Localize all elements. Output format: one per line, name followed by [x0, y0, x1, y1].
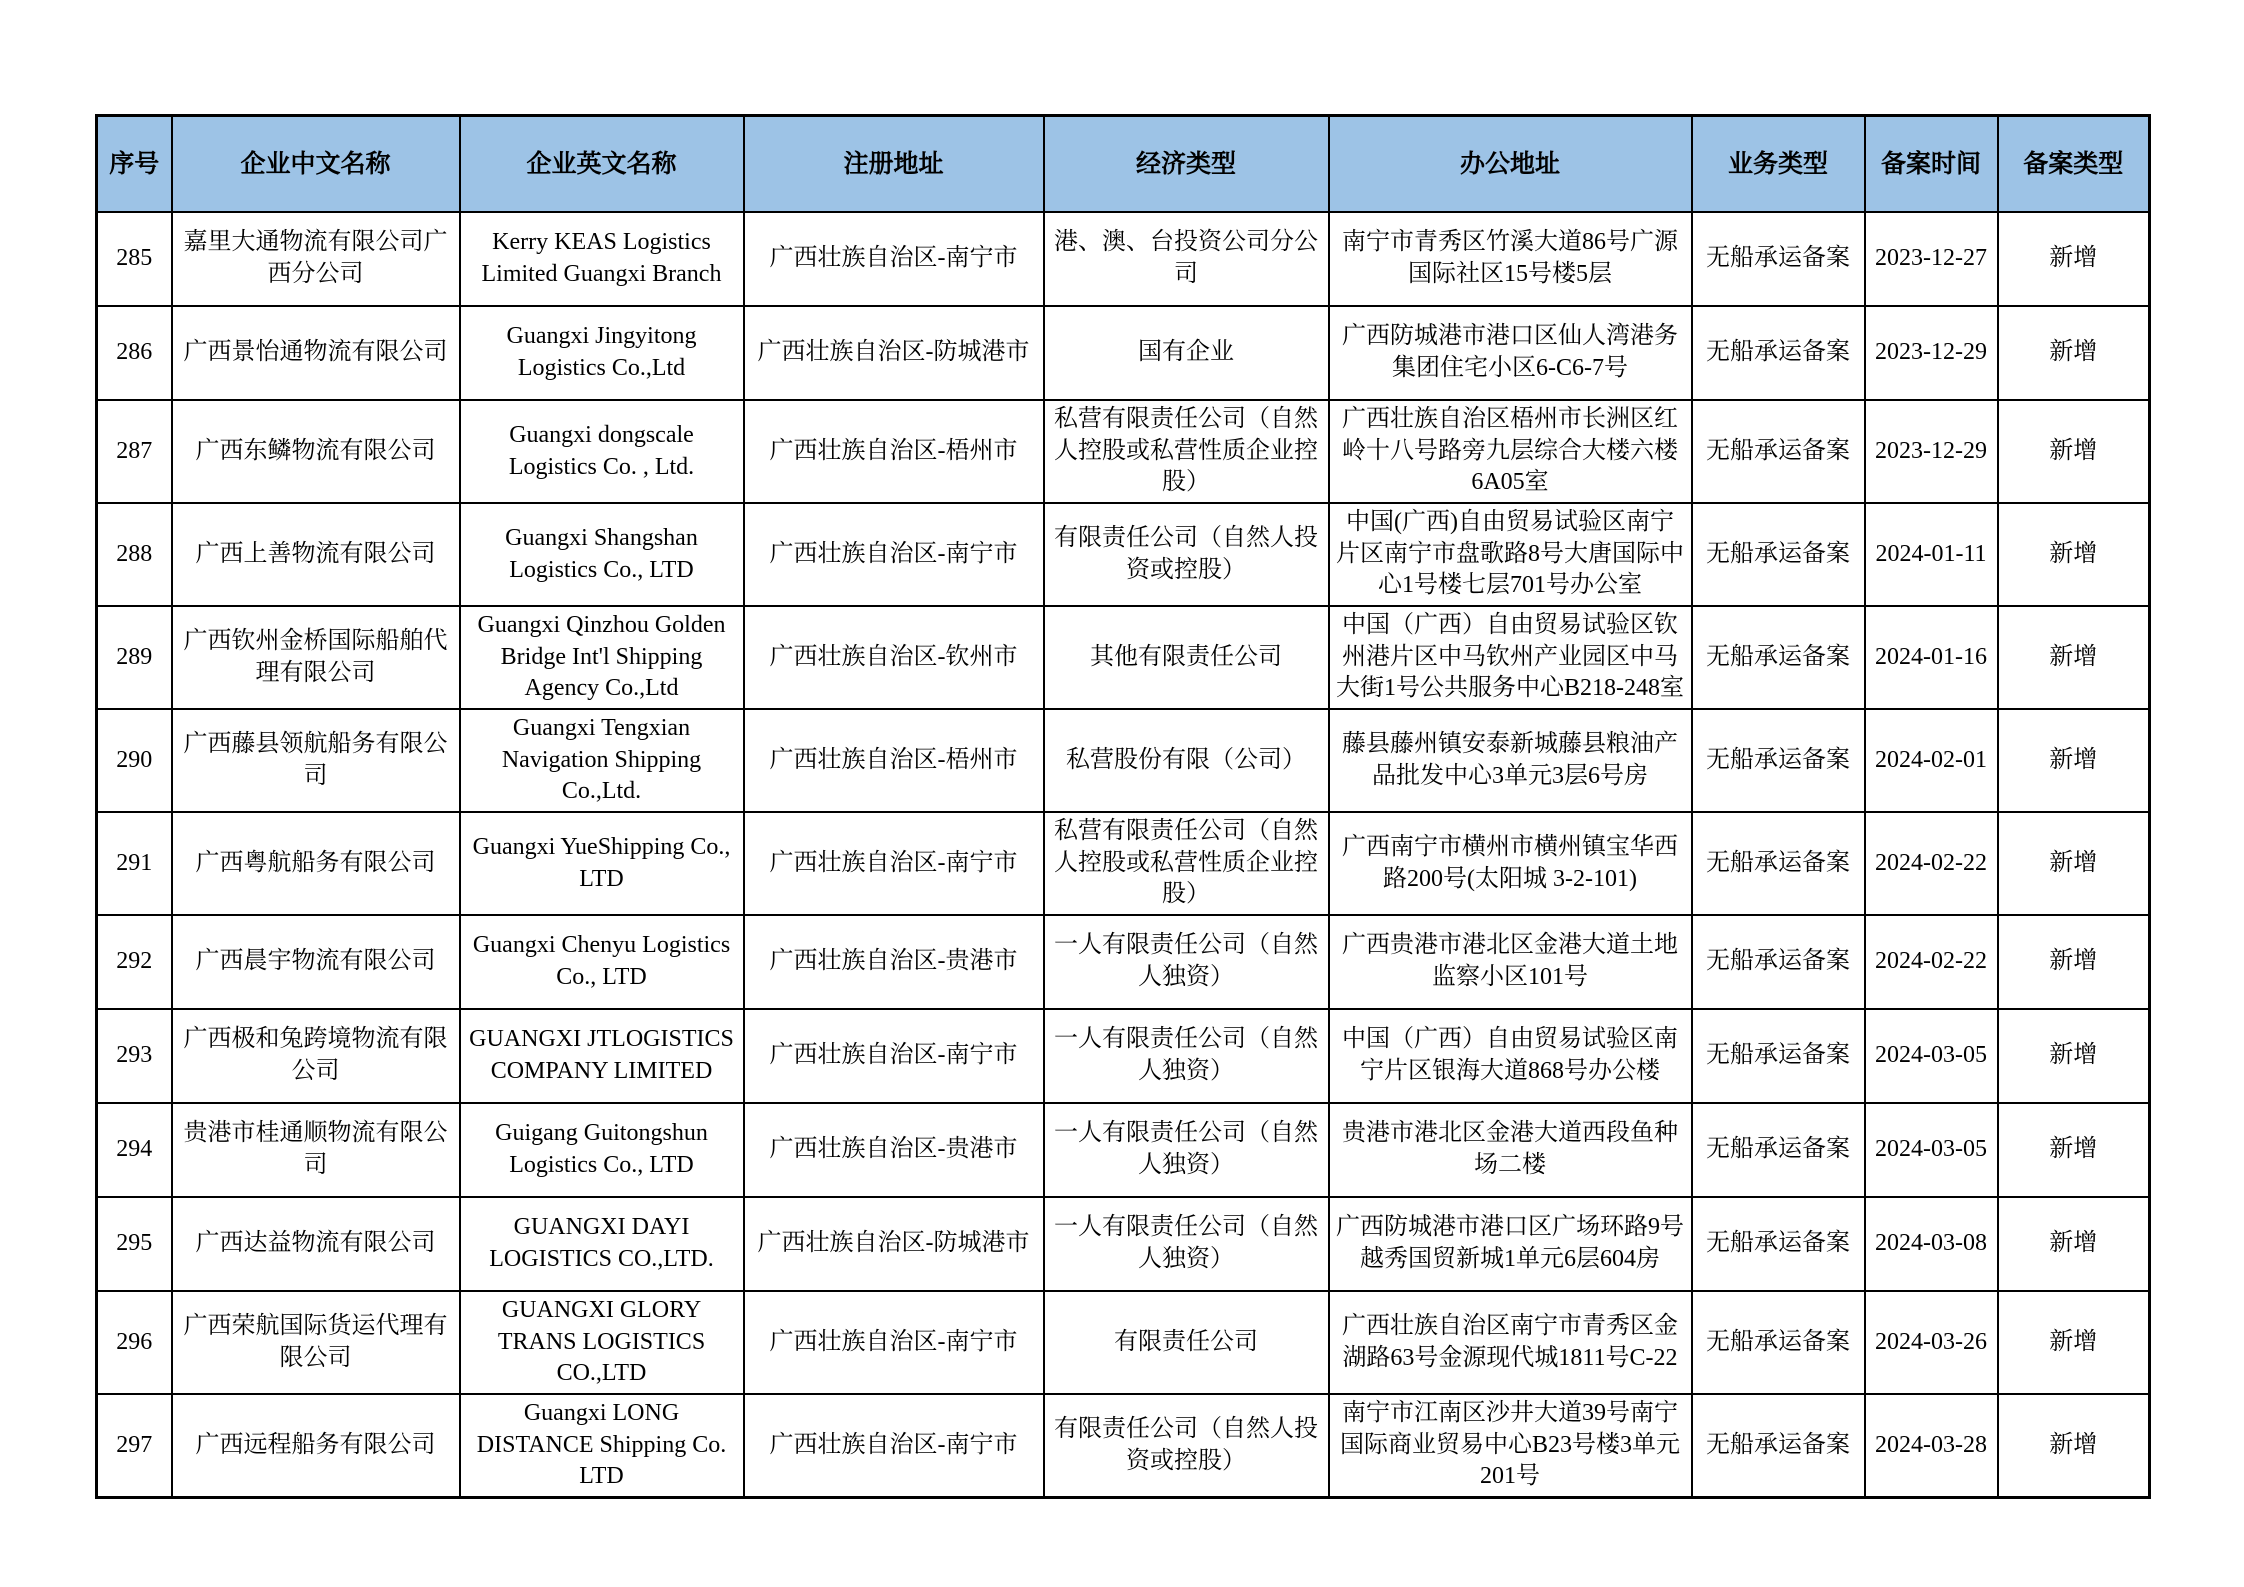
- cell-cn_name: 广西极和兔跨境物流有限公司: [172, 1009, 460, 1103]
- cell-no: 293: [97, 1009, 172, 1103]
- cell-record_date: 2024-01-11: [1865, 503, 1998, 606]
- cell-reg_addr: 广西壮族自治区-南宁市: [744, 1009, 1044, 1103]
- cell-record_type: 新增: [1998, 306, 2150, 400]
- table-row: [97, 1394, 2150, 1498]
- cell-econ_type: 一人有限责任公司（自然人独资）: [1044, 1103, 1329, 1197]
- cell-record_type: 新增: [1998, 606, 2150, 709]
- cell-office_addr: 广西防城港市港口区广场环路9号越秀国贸新城1单元6层604房: [1329, 1197, 1692, 1291]
- cell-reg_addr: 广西壮族自治区-防城港市: [744, 1197, 1044, 1291]
- cell-no: 285: [97, 212, 172, 306]
- cell-office_addr: 广西防城港市港口区仙人湾港务集团住宅小区6-C6-7号: [1329, 306, 1692, 400]
- table-row: [97, 212, 2150, 306]
- cell-record_type: 新增: [1998, 1103, 2150, 1197]
- table-row: [97, 915, 2150, 1009]
- cell-office_addr: 南宁市江南区沙井大道39号南宁国际商业贸易中心B23号楼3单元201号: [1329, 1394, 1692, 1498]
- cell-biz_type: 无船承运备案: [1692, 1291, 1865, 1394]
- column-header-en_name: 企业英文名称: [460, 116, 744, 213]
- cell-cn_name: 广西达益物流有限公司: [172, 1197, 460, 1291]
- cell-office_addr: 广西壮族自治区南宁市青秀区金湖路63号金源现代城1811号C-22: [1329, 1291, 1692, 1394]
- cell-en_name: Kerry KEAS Logistics Limited Guangxi Branch: [460, 212, 744, 306]
- cell-no: 291: [97, 812, 172, 915]
- table-body: [97, 212, 2150, 1498]
- cell-biz_type: 无船承运备案: [1692, 1394, 1865, 1498]
- cell-en_name: Guangxi YueShipping Co., LTD: [460, 812, 744, 915]
- cell-record_date: 2023-12-29: [1865, 400, 1998, 503]
- cell-record_date: 2024-03-05: [1865, 1009, 1998, 1103]
- cell-cn_name: 嘉里大通物流有限公司广西分公司: [172, 212, 460, 306]
- cell-office_addr: 广西贵港市港北区金港大道土地监察小区101号: [1329, 915, 1692, 1009]
- column-header-no: 序号: [97, 116, 172, 213]
- cell-reg_addr: 广西壮族自治区-防城港市: [744, 306, 1044, 400]
- table-row: [97, 306, 2150, 400]
- cell-no: 295: [97, 1197, 172, 1291]
- table-row: [97, 400, 2150, 503]
- cell-biz_type: 无船承运备案: [1692, 503, 1865, 606]
- cell-econ_type: 其他有限责任公司: [1044, 606, 1329, 709]
- cell-cn_name: 广西钦州金桥国际船舶代理有限公司: [172, 606, 460, 709]
- column-header-econ_type: 经济类型: [1044, 116, 1329, 213]
- cell-cn_name: 贵港市桂通顺物流有限公司: [172, 1103, 460, 1197]
- cell-en_name: GUANGXI JTLOGISTICS COMPANY LIMITED: [460, 1009, 744, 1103]
- cell-office_addr: 南宁市青秀区竹溪大道86号广源国际社区15号楼5层: [1329, 212, 1692, 306]
- cell-econ_type: 私营股份有限（公司）: [1044, 709, 1329, 812]
- cell-record_type: 新增: [1998, 212, 2150, 306]
- cell-office_addr: 贵港市港北区金港大道西段鱼种场二楼: [1329, 1103, 1692, 1197]
- cell-office_addr: 中国（广西）自由贸易试验区钦州港片区中马钦州产业园区中马大街1号公共服务中心B218-248室: [1329, 606, 1692, 709]
- cell-office_addr: 广西壮族自治区梧州市长洲区红岭十八号路旁九层综合大楼六楼6A05室: [1329, 400, 1692, 503]
- cell-reg_addr: 广西壮族自治区-南宁市: [744, 1291, 1044, 1394]
- cell-no: 287: [97, 400, 172, 503]
- cell-no: 286: [97, 306, 172, 400]
- cell-record_type: 新增: [1998, 1197, 2150, 1291]
- cell-en_name: GUANGXI GLORY TRANS LOGISTICS CO.,LTD: [460, 1291, 744, 1394]
- cell-en_name: Guangxi Jingyitong Logistics Co.,Ltd: [460, 306, 744, 400]
- cell-biz_type: 无船承运备案: [1692, 915, 1865, 1009]
- header-row: [97, 116, 2150, 213]
- table-row: [97, 1103, 2150, 1197]
- cell-biz_type: 无船承运备案: [1692, 306, 1865, 400]
- cell-office_addr: 中国(广西)自由贸易试验区南宁片区南宁市盘歌路8号大唐国际中心1号楼七层701号办公室: [1329, 503, 1692, 606]
- column-header-biz_type: 业务类型: [1692, 116, 1865, 213]
- cell-office_addr: 广西南宁市横州市横州镇宝华西路200号(太阳城 3-2-101): [1329, 812, 1692, 915]
- cell-reg_addr: 广西壮族自治区-梧州市: [744, 709, 1044, 812]
- table-row: [97, 1291, 2150, 1394]
- cell-record_date: 2024-02-22: [1865, 812, 1998, 915]
- cell-biz_type: 无船承运备案: [1692, 1103, 1865, 1197]
- cell-record_type: 新增: [1998, 503, 2150, 606]
- cell-en_name: Guigang Guitongshun Logistics Co., LTD: [460, 1103, 744, 1197]
- cell-en_name: Guangxi dongscale Logistics Co. , Ltd.: [460, 400, 744, 503]
- cell-cn_name: 广西荣航国际货运代理有限公司: [172, 1291, 460, 1394]
- cell-biz_type: 无船承运备案: [1692, 1197, 1865, 1291]
- cell-en_name: Guangxi LONG DISTANCE Shipping Co. LTD: [460, 1394, 744, 1498]
- cell-reg_addr: 广西壮族自治区-南宁市: [744, 812, 1044, 915]
- cell-record_type: 新增: [1998, 1009, 2150, 1103]
- cell-record_type: 新增: [1998, 812, 2150, 915]
- cell-cn_name: 广西东鳞物流有限公司: [172, 400, 460, 503]
- cell-record_date: 2024-02-22: [1865, 915, 1998, 1009]
- cell-en_name: GUANGXI DAYI LOGISTICS CO.,LTD.: [460, 1197, 744, 1291]
- column-header-record_date: 备案时间: [1865, 116, 1998, 213]
- cell-office_addr: 中国（广西）自由贸易试验区南宁片区银海大道868号办公楼: [1329, 1009, 1692, 1103]
- cell-reg_addr: 广西壮族自治区-南宁市: [744, 503, 1044, 606]
- cell-reg_addr: 广西壮族自治区-梧州市: [744, 400, 1044, 503]
- cell-no: 297: [97, 1394, 172, 1498]
- cell-no: 296: [97, 1291, 172, 1394]
- column-header-record_type: 备案类型: [1998, 116, 2150, 213]
- cell-cn_name: 广西景怡通物流有限公司: [172, 306, 460, 400]
- cell-no: 292: [97, 915, 172, 1009]
- cell-no: 288: [97, 503, 172, 606]
- cell-biz_type: 无船承运备案: [1692, 400, 1865, 503]
- cell-econ_type: 有限责任公司（自然人投资或控股）: [1044, 503, 1329, 606]
- cell-en_name: Guangxi Tengxian Navigation Shipping Co.,Ltd.: [460, 709, 744, 812]
- cell-econ_type: 港、澳、台投资公司分公司: [1044, 212, 1329, 306]
- cell-record_date: 2024-03-26: [1865, 1291, 1998, 1394]
- cell-reg_addr: 广西壮族自治区-钦州市: [744, 606, 1044, 709]
- cell-reg_addr: 广西壮族自治区-南宁市: [744, 212, 1044, 306]
- cell-no: 289: [97, 606, 172, 709]
- cell-biz_type: 无船承运备案: [1692, 812, 1865, 915]
- cell-reg_addr: 广西壮族自治区-贵港市: [744, 915, 1044, 1009]
- column-header-reg_addr: 注册地址: [744, 116, 1044, 213]
- cell-record_date: 2024-02-01: [1865, 709, 1998, 812]
- cell-record_date: 2023-12-27: [1865, 212, 1998, 306]
- cell-cn_name: 广西上善物流有限公司: [172, 503, 460, 606]
- cell-cn_name: 广西晨宇物流有限公司: [172, 915, 460, 1009]
- cell-reg_addr: 广西壮族自治区-南宁市: [744, 1394, 1044, 1498]
- table-row: [97, 503, 2150, 606]
- cell-econ_type: 一人有限责任公司（自然人独资）: [1044, 1197, 1329, 1291]
- table-row: [97, 1009, 2150, 1103]
- table-row: [97, 606, 2150, 709]
- cell-econ_type: 一人有限责任公司（自然人独资）: [1044, 1009, 1329, 1103]
- cell-record_type: 新增: [1998, 400, 2150, 503]
- column-header-office_addr: 办公地址: [1329, 116, 1692, 213]
- cell-econ_type: 一人有限责任公司（自然人独资）: [1044, 915, 1329, 1009]
- cell-cn_name: 广西远程船务有限公司: [172, 1394, 460, 1498]
- table-row: [97, 709, 2150, 812]
- cell-econ_type: 有限责任公司: [1044, 1291, 1329, 1394]
- company-registration-table: [95, 114, 2151, 1499]
- cell-no: 290: [97, 709, 172, 812]
- cell-cn_name: 广西藤县领航船务有限公司: [172, 709, 460, 812]
- cell-record_date: 2023-12-29: [1865, 306, 1998, 400]
- cell-record_date: 2024-03-05: [1865, 1103, 1998, 1197]
- cell-en_name: Guangxi Qinzhou Golden Bridge Int'l Shipping Agency Co.,Ltd: [460, 606, 744, 709]
- cell-en_name: Guangxi Chenyu Logistics Co., LTD: [460, 915, 744, 1009]
- cell-econ_type: 私营有限责任公司（自然人控股或私营性质企业控股）: [1044, 400, 1329, 503]
- cell-record_date: 2024-03-08: [1865, 1197, 1998, 1291]
- cell-en_name: Guangxi Shangshan Logistics Co., LTD: [460, 503, 744, 606]
- cell-no: 294: [97, 1103, 172, 1197]
- cell-record_type: 新增: [1998, 1394, 2150, 1498]
- cell-biz_type: 无船承运备案: [1692, 212, 1865, 306]
- cell-biz_type: 无船承运备案: [1692, 1009, 1865, 1103]
- cell-record_type: 新增: [1998, 709, 2150, 812]
- table-row: [97, 812, 2150, 915]
- column-header-cn_name: 企业中文名称: [172, 116, 460, 213]
- cell-econ_type: 私营有限责任公司（自然人控股或私营性质企业控股）: [1044, 812, 1329, 915]
- cell-econ_type: 有限责任公司（自然人投资或控股）: [1044, 1394, 1329, 1498]
- cell-office_addr: 藤县藤州镇安泰新城藤县粮油产品批发中心3单元3层6号房: [1329, 709, 1692, 812]
- cell-record_date: 2024-01-16: [1865, 606, 1998, 709]
- cell-reg_addr: 广西壮族自治区-贵港市: [744, 1103, 1044, 1197]
- cell-record_type: 新增: [1998, 1291, 2150, 1394]
- table-row: [97, 1197, 2150, 1291]
- cell-biz_type: 无船承运备案: [1692, 606, 1865, 709]
- cell-biz_type: 无船承运备案: [1692, 709, 1865, 812]
- cell-cn_name: 广西粤航船务有限公司: [172, 812, 460, 915]
- cell-econ_type: 国有企业: [1044, 306, 1329, 400]
- cell-record_type: 新增: [1998, 915, 2150, 1009]
- cell-record_date: 2024-03-28: [1865, 1394, 1998, 1498]
